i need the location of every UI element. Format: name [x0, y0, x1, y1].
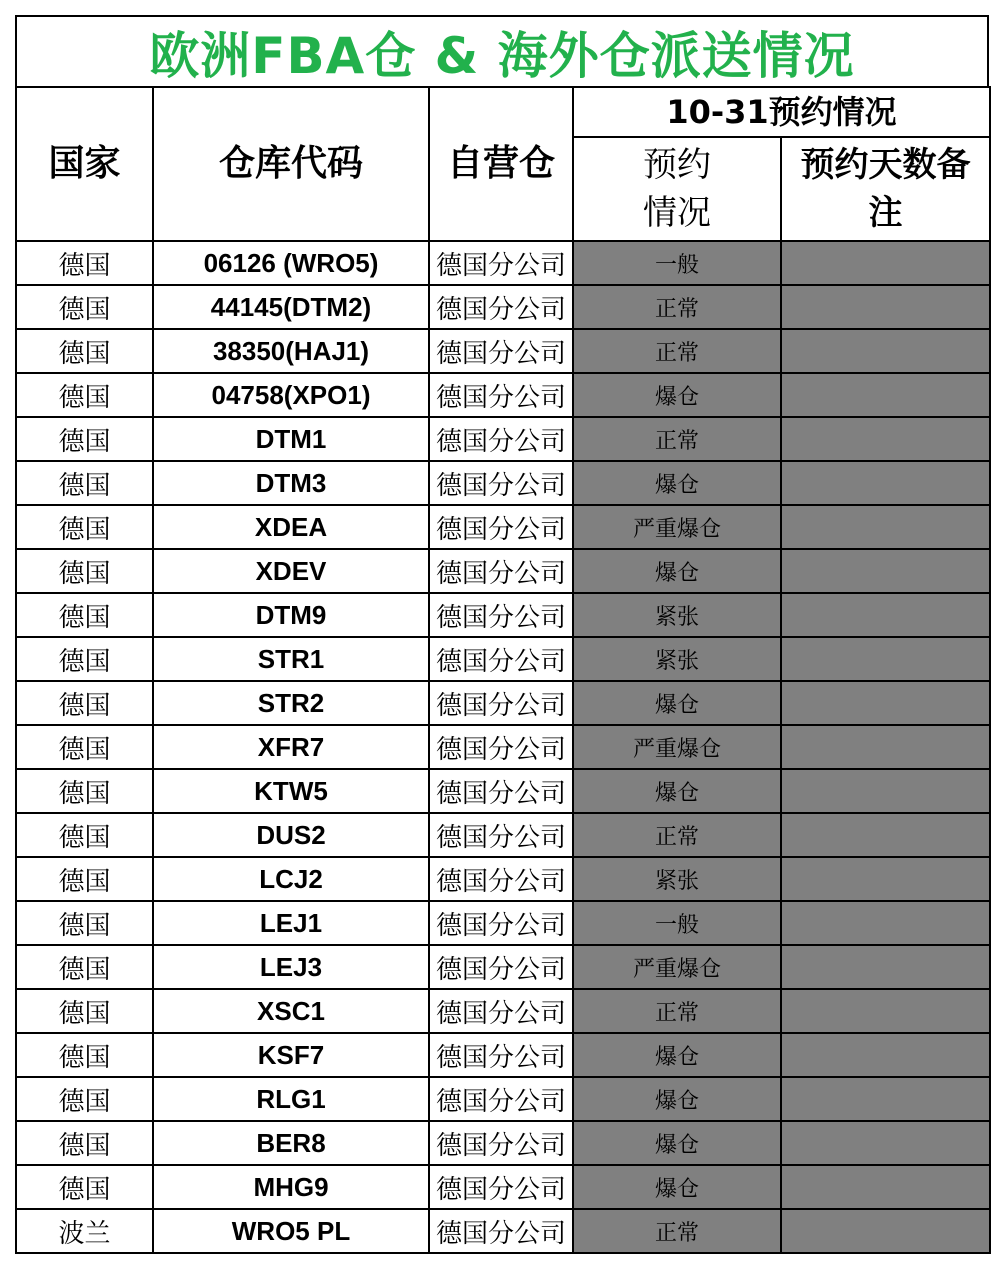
warehouse-code-cell: 38350(HAJ1): [153, 329, 429, 373]
warehouse-code-cell: XSC1: [153, 989, 429, 1033]
note-cell: [781, 593, 990, 637]
own-warehouse-cell: 德国分公司: [429, 373, 573, 417]
warehouse-code-cell: KSF7: [153, 1033, 429, 1077]
warehouse-code-cell: WRO5 PL: [153, 1209, 429, 1253]
table-row: [16, 1209, 990, 1253]
table-row: [16, 285, 990, 329]
status-cell: 爆仓: [573, 681, 781, 725]
own-warehouse-cell: 德国分公司: [429, 241, 573, 285]
own-warehouse-cell: 德国分公司: [429, 989, 573, 1033]
note-cell: [781, 637, 990, 681]
status-cell: 爆仓: [573, 1121, 781, 1165]
status-cell: 爆仓: [573, 769, 781, 813]
table-row: [16, 1121, 990, 1165]
own-warehouse-cell: 德国分公司: [429, 285, 573, 329]
status-cell: 紧张: [573, 857, 781, 901]
table-body: [16, 241, 990, 1253]
note-cell: [781, 945, 990, 989]
status-cell: 严重爆仓: [573, 725, 781, 769]
header-country: 国家: [16, 87, 153, 241]
status-cell: 爆仓: [573, 461, 781, 505]
own-warehouse-cell: 德国分公司: [429, 769, 573, 813]
note-cell: [781, 1077, 990, 1121]
country-cell: 德国: [16, 241, 153, 285]
country-cell: 德国: [16, 1121, 153, 1165]
own-warehouse-cell: 德国分公司: [429, 329, 573, 373]
country-cell: 德国: [16, 593, 153, 637]
note-cell: [781, 857, 990, 901]
header-reservation-status: [573, 137, 781, 241]
note-cell: [781, 1209, 990, 1253]
warehouse-code-cell: MHG9: [153, 1165, 429, 1209]
note-cell: [781, 417, 990, 461]
note-cell: [781, 461, 990, 505]
table-row: [16, 901, 990, 945]
note-cell: [781, 725, 990, 769]
warehouse-code-cell: DTM1: [153, 417, 429, 461]
header-reservation-group: 10-31预约情况: [573, 87, 990, 137]
warehouse-code-cell: LEJ1: [153, 901, 429, 945]
own-warehouse-cell: 德国分公司: [429, 1121, 573, 1165]
note-cell: [781, 1033, 990, 1077]
table-row: [16, 1165, 990, 1209]
warehouse-code-cell: XDEV: [153, 549, 429, 593]
country-cell: 德国: [16, 857, 153, 901]
note-cell: [781, 549, 990, 593]
own-warehouse-cell: 德国分公司: [429, 901, 573, 945]
warehouse-table: [15, 86, 991, 1254]
warehouse-code-cell: KTW5: [153, 769, 429, 813]
country-cell: 德国: [16, 1165, 153, 1209]
header-reservation-status-line1: 预约: [643, 145, 711, 185]
warehouse-code-cell: STR2: [153, 681, 429, 725]
country-cell: 德国: [16, 417, 153, 461]
country-cell: 德国: [16, 1077, 153, 1121]
country-cell: 德国: [16, 769, 153, 813]
table-row: [16, 593, 990, 637]
table-row: [16, 989, 990, 1033]
own-warehouse-cell: 德国分公司: [429, 549, 573, 593]
status-cell: 正常: [573, 417, 781, 461]
status-cell: 爆仓: [573, 549, 781, 593]
own-warehouse-cell: 德国分公司: [429, 1033, 573, 1077]
country-cell: 德国: [16, 285, 153, 329]
note-cell: [781, 329, 990, 373]
warehouse-code-cell: DTM3: [153, 461, 429, 505]
status-cell: 正常: [573, 285, 781, 329]
own-warehouse-cell: 德国分公司: [429, 1209, 573, 1253]
country-cell: 德国: [16, 1033, 153, 1077]
warehouse-code-cell: 44145(DTM2): [153, 285, 429, 329]
sheet-title: 欧洲FBA仓 & 海外仓派送情况: [15, 15, 989, 86]
own-warehouse-cell: 德国分公司: [429, 505, 573, 549]
own-warehouse-cell: 德国分公司: [429, 857, 573, 901]
delivery-status-sheet: [15, 15, 989, 1254]
table-row: [16, 945, 990, 989]
table-row: [16, 329, 990, 373]
note-cell: [781, 681, 990, 725]
table-row: [16, 1077, 990, 1121]
country-cell: 德国: [16, 373, 153, 417]
status-cell: 正常: [573, 329, 781, 373]
table-row: [16, 857, 990, 901]
status-cell: 爆仓: [573, 1077, 781, 1121]
table-row: [16, 813, 990, 857]
note-cell: [781, 1121, 990, 1165]
country-cell: 德国: [16, 989, 153, 1033]
warehouse-code-cell: DUS2: [153, 813, 429, 857]
own-warehouse-cell: 德国分公司: [429, 813, 573, 857]
warehouse-code-cell: 06126 (WRO5): [153, 241, 429, 285]
header-note-line2: 注: [868, 193, 903, 233]
country-cell: 德国: [16, 813, 153, 857]
status-cell: 爆仓: [573, 1165, 781, 1209]
warehouse-code-cell: DTM9: [153, 593, 429, 637]
country-cell: 波兰: [16, 1209, 153, 1253]
header-warehouse-code: 仓库代码: [153, 87, 429, 241]
country-cell: 德国: [16, 549, 153, 593]
own-warehouse-cell: 德国分公司: [429, 681, 573, 725]
country-cell: 德国: [16, 637, 153, 681]
country-cell: 德国: [16, 461, 153, 505]
header-reservation-status-line2: 情况: [643, 193, 711, 233]
note-cell: [781, 373, 990, 417]
table-row: [16, 725, 990, 769]
table-row: [16, 681, 990, 725]
own-warehouse-cell: 德国分公司: [429, 945, 573, 989]
status-cell: 爆仓: [573, 1033, 781, 1077]
own-warehouse-cell: 德国分公司: [429, 417, 573, 461]
country-cell: 德国: [16, 901, 153, 945]
country-cell: 德国: [16, 945, 153, 989]
warehouse-code-cell: STR1: [153, 637, 429, 681]
status-cell: 紧张: [573, 637, 781, 681]
own-warehouse-cell: 德国分公司: [429, 637, 573, 681]
status-cell: 严重爆仓: [573, 505, 781, 549]
country-cell: 德国: [16, 681, 153, 725]
status-cell: 一般: [573, 241, 781, 285]
status-cell: 正常: [573, 1209, 781, 1253]
country-cell: 德国: [16, 329, 153, 373]
table-row: [16, 373, 990, 417]
country-cell: 德国: [16, 725, 153, 769]
note-cell: [781, 1165, 990, 1209]
warehouse-code-cell: LEJ3: [153, 945, 429, 989]
own-warehouse-cell: 德国分公司: [429, 1165, 573, 1209]
own-warehouse-cell: 德国分公司: [429, 593, 573, 637]
warehouse-code-cell: 04758(XPO1): [153, 373, 429, 417]
status-cell: 严重爆仓: [573, 945, 781, 989]
table-row: [16, 1033, 990, 1077]
status-cell: 一般: [573, 901, 781, 945]
table-row: [16, 637, 990, 681]
warehouse-code-cell: BER8: [153, 1121, 429, 1165]
note-cell: [781, 241, 990, 285]
own-warehouse-cell: 德国分公司: [429, 461, 573, 505]
warehouse-code-cell: XFR7: [153, 725, 429, 769]
own-warehouse-cell: 德国分公司: [429, 1077, 573, 1121]
header-note-line1: 预约天数备: [800, 145, 971, 185]
note-cell: [781, 285, 990, 329]
warehouse-code-cell: XDEA: [153, 505, 429, 549]
table-row: [16, 769, 990, 813]
status-cell: 紧张: [573, 593, 781, 637]
table-row: [16, 417, 990, 461]
warehouse-code-cell: LCJ2: [153, 857, 429, 901]
status-cell: 正常: [573, 989, 781, 1033]
note-cell: [781, 989, 990, 1033]
status-cell: 爆仓: [573, 373, 781, 417]
table-row: [16, 241, 990, 285]
warehouse-code-cell: RLG1: [153, 1077, 429, 1121]
note-cell: [781, 505, 990, 549]
note-cell: [781, 901, 990, 945]
note-cell: [781, 769, 990, 813]
table-row: [16, 505, 990, 549]
table-row: [16, 549, 990, 593]
own-warehouse-cell: 德国分公司: [429, 725, 573, 769]
header-own-warehouse: 自营仓: [429, 87, 573, 241]
header-reservation-days-note: [781, 137, 990, 241]
status-cell: 正常: [573, 813, 781, 857]
table-row: [16, 461, 990, 505]
country-cell: 德国: [16, 505, 153, 549]
note-cell: [781, 813, 990, 857]
